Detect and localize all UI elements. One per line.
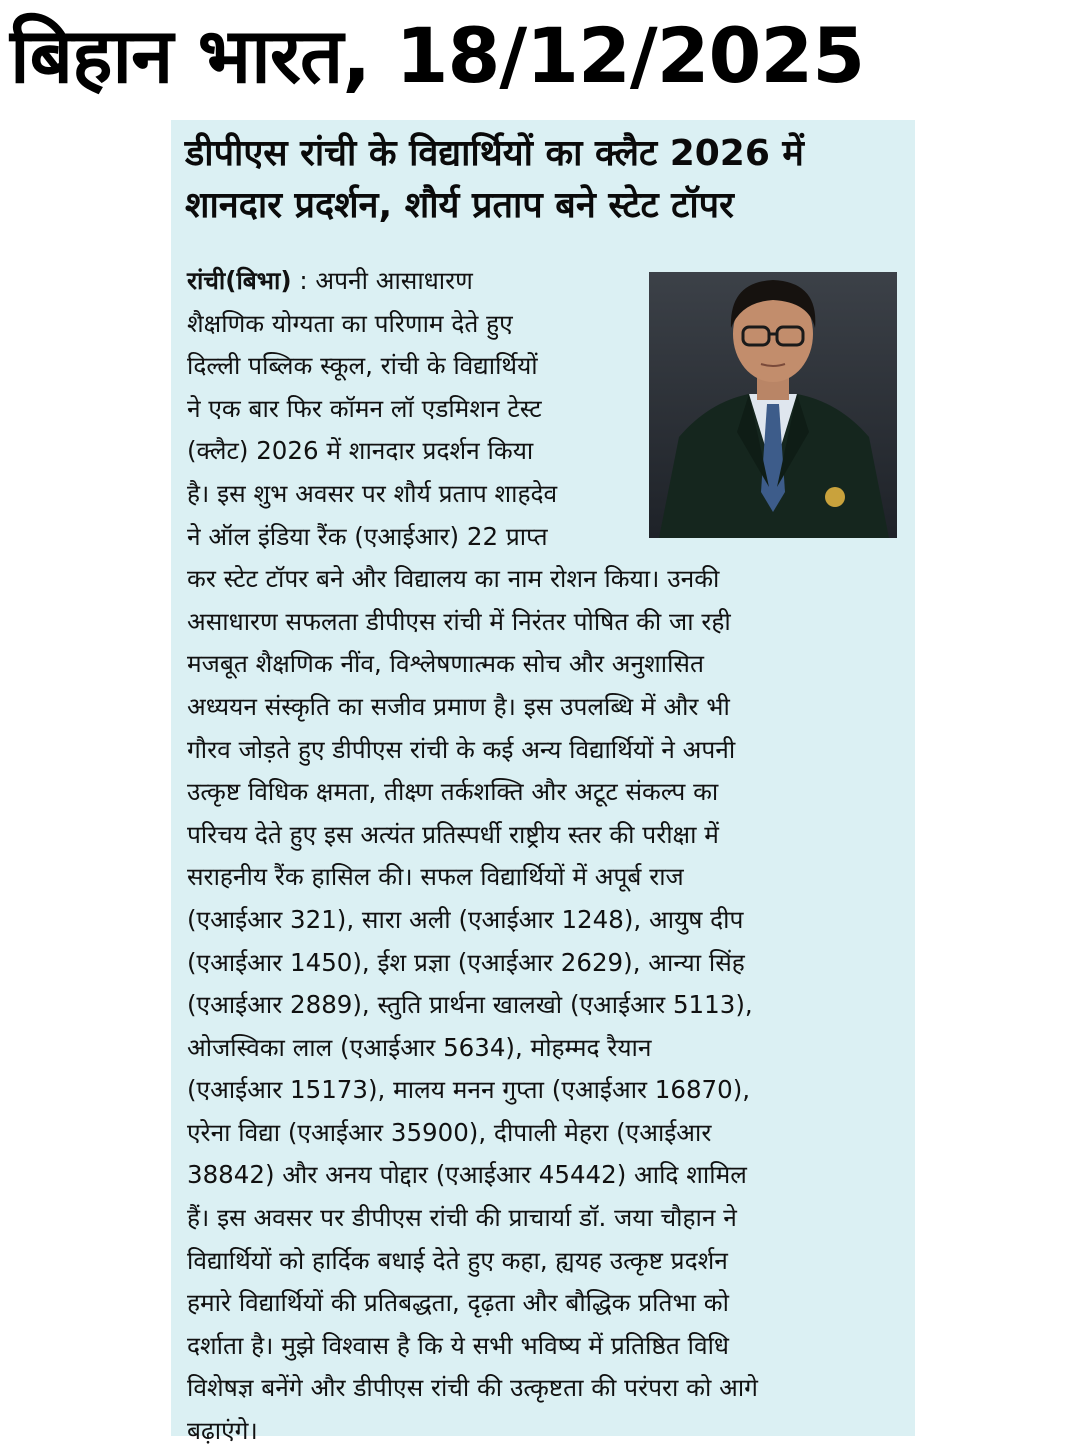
- body-line: गौरव जोड़ते हुए डीपीएस रांची के कई अन्य विद्यार्थियों ने अपनी: [187, 734, 736, 764]
- body-line: दिल्ली पब्लिक स्कूल, रांची के विद्यार्थियों: [187, 351, 538, 381]
- headline: [185, 128, 905, 232]
- article-body: [187, 260, 907, 1453]
- body-line: (एआईआर 321), सारा अली (एआईआर 1248), आयुष दीप: [187, 904, 744, 934]
- headline-line-1: डीपीएस रांची के विद्यार्थियों का क्लैट 2026 में: [185, 133, 804, 174]
- body-line: (एआईआर 1450), ईश प्रज्ञा (एआईआर 2629), आन्या सिंह: [187, 947, 745, 977]
- body-line: ओजस्विका लाल (एआईआर 5634), मोहम्मद रैयान: [187, 1032, 652, 1062]
- news-clipping: [171, 120, 915, 1446]
- body-line: (एआईआर 2889), स्तुति प्रार्थना खालखो (एआईआर 5113),: [187, 990, 753, 1020]
- body-line: हमारे विद्यार्थियों की प्रतिबद्धता, दृढ़ता और बौद्धिक प्रतिभा को: [187, 1288, 729, 1318]
- body-line: (क्लैट) 2026 में शानदार प्रदर्शन किया: [187, 436, 534, 466]
- body-line: विशेषज्ञ बनेंगे और डीपीएस रांची की उत्कृष्टता की परंपरा को आगे: [187, 1373, 758, 1403]
- body-line: सराहनीय रैंक हासिल की। सफल विद्यार्थियों में अपूर्ब राज: [187, 862, 684, 892]
- body-line-text: : अपनी आसाधारण: [291, 266, 473, 295]
- body-line: [187, 260, 642, 303]
- masthead: बिहान भारत, 18/12/2025: [10, 11, 865, 100]
- body-line: दर्शाता है। मुझे विश्वास है कि ये सभी भविष्य में प्रतिष्ठित विधि: [187, 1330, 730, 1360]
- body-line: असाधारण सफलता डीपीएस रांची में निरंतर पोषित की जा रही: [187, 606, 731, 636]
- headline-line-2: शानदार प्रदर्शन, शौर्य प्रताप बने स्टेट टॉपर: [185, 185, 734, 226]
- body-line: कर स्टेट टॉपर बने और विद्यालय का नाम रोशन किया। उनकी: [187, 564, 720, 594]
- body-line: है। इस शुभ अवसर पर शौर्य प्रताप शाहदेव: [187, 478, 558, 508]
- body-line: एरेना विद्या (एआईआर 35900), दीपाली मेहरा (एआईआर: [187, 1117, 712, 1147]
- body-line: (एआईआर 15173), मालय मनन गुप्ता (एआईआर 16870),: [187, 1075, 751, 1105]
- body-line: मजबूत शैक्षणिक नींव, विश्लेषणात्मक सोच और अनुशासित: [187, 649, 704, 679]
- body-line: 38842) और अनय पोद्दार (एआईआर 45442) आदि शामिल: [187, 1160, 747, 1190]
- body-line: हैं। इस अवसर पर डीपीएस रांची की प्राचार्या डॉ. जया चौहान ने: [187, 1203, 737, 1233]
- body-line: ने एक बार फिर कॉमन लॉ एडमिशन टेस्ट: [187, 393, 542, 423]
- body-line: विद्यार्थियों को हार्दिक बधाई देते हुए कहा, ह्ययह उत्कृष्ट प्रदर्शन: [187, 1245, 728, 1275]
- body-line: उत्कृष्ट विधिक क्षमता, तीक्ष्ण तर्कशक्ति और अटूट संकल्प का: [187, 777, 719, 807]
- body-line: अध्ययन संस्कृति का सजीव प्रमाण है। इस उपलब्धि में और भी: [187, 691, 730, 721]
- body-line: ने ऑल इंडिया रैंक (एआईआर) 22 प्राप्त: [187, 521, 548, 551]
- body-line: बढ़ाएंगे।: [187, 1416, 258, 1446]
- body-line: परिचय देते हुए इस अत्यंत प्रतिस्पर्धी राष्ट्रीय स्तर की परीक्षा में: [187, 819, 719, 849]
- dateline: रांची(बिभा): [187, 266, 292, 295]
- body-line: शैक्षणिक योग्यता का परिणाम देते हुए: [187, 308, 513, 338]
